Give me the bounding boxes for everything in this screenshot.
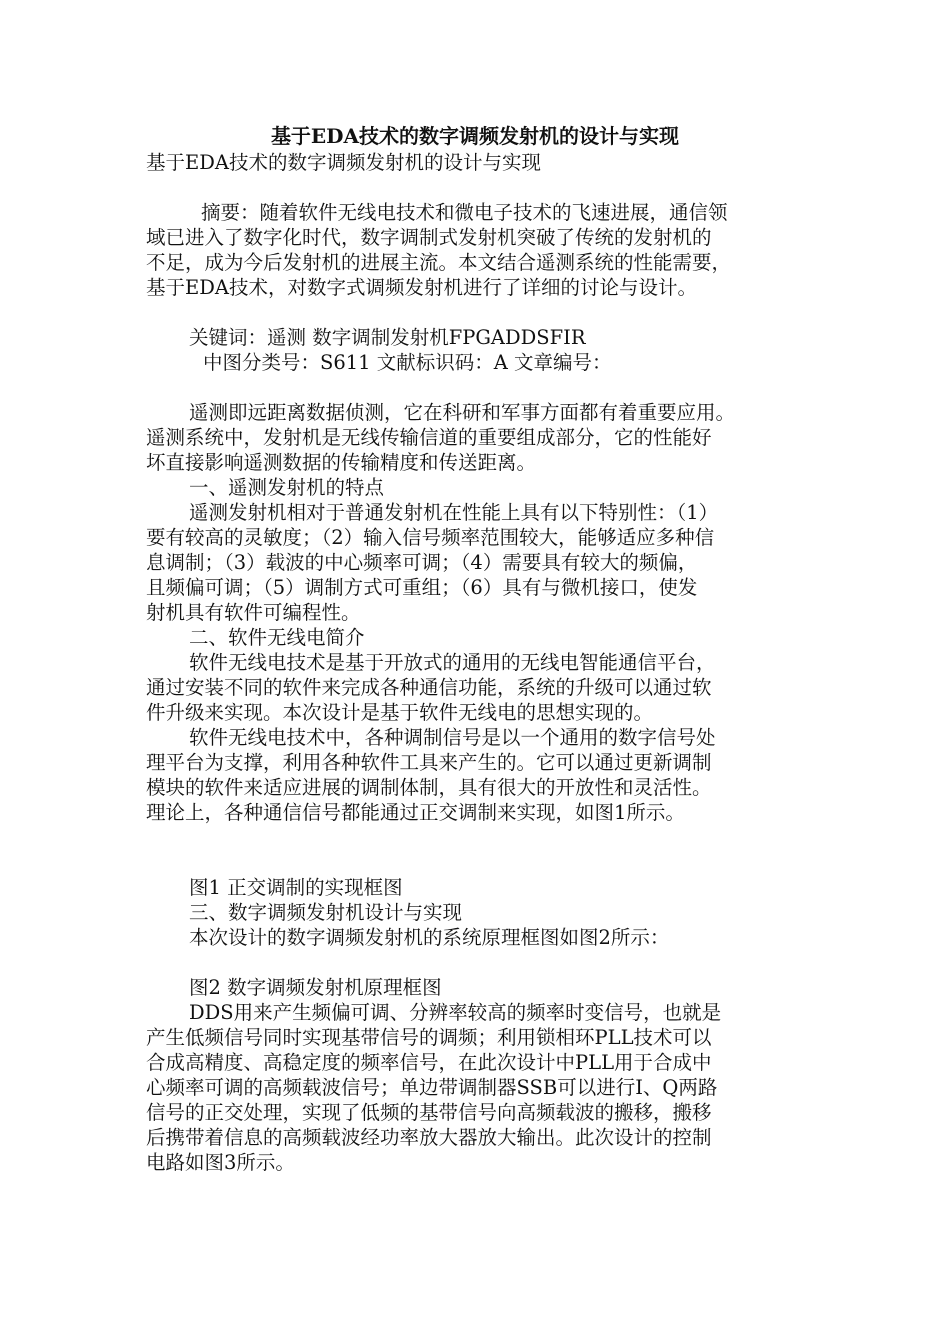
paragraph-line: 遥测系统中，发射机是无线传输信道的重要组成部分，它的性能好 (146, 426, 712, 449)
figure-placeholder (146, 950, 816, 975)
paragraph-line: 后携带着信息的高频载波经功率放大器放大输出。此次设计的控制 (146, 1126, 712, 1149)
section-heading: 一、遥测发射机的特点 (189, 476, 385, 499)
paragraph-line: 息调制；（3）载波的中心频率可调；（4）需要具有较大的频偏， (146, 551, 698, 574)
figure-caption: 图2 数字调频发射机原理框图 (189, 976, 442, 999)
paragraph-line: 射机具有软件可编程性。 (146, 601, 361, 624)
abstract-line: 不足，成为今后发射机的进展主流。本文结合遥测系统的性能需要， (146, 251, 732, 274)
paragraph-line: 坏直接影响遥测数据的传输精度和传送距离。 (146, 451, 537, 474)
paragraph-line: 件升级来实现。本次设计是基于软件无线电的思想实现的。 (146, 701, 654, 724)
paragraph-line: 遥测发射机相对于普通发射机在性能上具有以下特别性：（1） (189, 501, 719, 524)
keywords: 关键词：遥测 数字调制发射机FPGADDSFIR (189, 326, 586, 349)
section-heading: 二、软件无线电简介 (189, 626, 365, 649)
spacer (146, 175, 816, 200)
paragraph-line: 理论上，各种通信信号都能通过正交调制来实现，如图1所示。 (146, 801, 685, 824)
paragraph-line: 软件无线电技术是基于开放式的通用的无线电智能通信平台， (189, 651, 716, 674)
section2-paragraph-1 (146, 650, 816, 725)
paragraph-line: 产生低频信号同时实现基带信号的调频；利用锁相环PLL技术可以 (146, 1026, 712, 1049)
document-title: 基于EDA技术的数字调频发射机的设计与实现 (270, 124, 680, 148)
section3-paragraph (146, 1000, 816, 1175)
paragraph-line: 软件无线电技术中，各种调制信号是以一个通用的数字信号处 (189, 726, 716, 749)
figure-caption: 图1 正交调制的实现框图 (189, 876, 403, 899)
paragraph-line: 要有较高的灵敏度；（2）输入信号频率范围较大，能够适应多种信 (146, 526, 715, 549)
section1-paragraph (146, 500, 816, 625)
abstract-line: 基于EDA技术，对数字式调频发射机进行了详细的讨论与设计。 (146, 276, 697, 299)
paragraph-line: 遥测即远距离数据侦测，它在科研和军事方面都有着重要应用。 (189, 401, 736, 424)
intro-paragraph (146, 400, 816, 475)
spacer (146, 375, 816, 400)
document-body (146, 150, 816, 1175)
classification-line: 中图分类号：S611 文献标识码：A 文章编号： (203, 351, 612, 374)
document-subtitle: 基于EDA技术的数字调频发射机的设计与实现 (146, 151, 541, 174)
paragraph-line: 且频偏可调；（5）调制方式可重组；（6）具有与微机接口，使发 (146, 576, 698, 599)
paragraph-line: 模块的软件来适应进展的调制体制，具有很大的开放性和灵活性。 (146, 776, 712, 799)
abstract-line: 域已进入了数字化时代，数字调制式发射机突破了传统的发射机的 (146, 226, 712, 249)
paragraph-line: DDS用来产生频偏可调、分辨率较高的频率时变信号，也就是 (189, 1001, 722, 1024)
abstract-paragraph (146, 200, 816, 300)
abstract-line: 摘要：随着软件无线电技术和微电子技术的飞速进展，通信领 (201, 201, 728, 224)
paragraph-line: 心频率可调的高频载波信号；单边带调制器SSB可以进行I、Q两路 (146, 1076, 718, 1099)
section-heading: 三、数字调频发射机设计与实现 (189, 901, 463, 924)
figure-placeholder (146, 825, 816, 875)
section2-paragraph-2 (146, 725, 816, 825)
paragraph-line: 合成高精度、高稳定度的频率信号，在此次设计中PLL用于合成中 (146, 1051, 712, 1074)
paragraph-line: 理平台为支撑，利用各种软件工具来产生的。它可以通过更新调制 (146, 751, 712, 774)
paragraph-line: 本次设计的数字调频发射机的系统原理框图如图2所示： (189, 926, 670, 949)
paragraph-line: 信号的正交处理，实现了低频的基带信号向高频载波的搬移，搬移 (146, 1101, 712, 1124)
paragraph-line: 通过安装不同的软件来完成各种通信功能，系统的升级可以通过软 (146, 676, 712, 699)
spacer (146, 300, 816, 325)
paragraph-line: 电路如图3所示。 (146, 1151, 295, 1174)
